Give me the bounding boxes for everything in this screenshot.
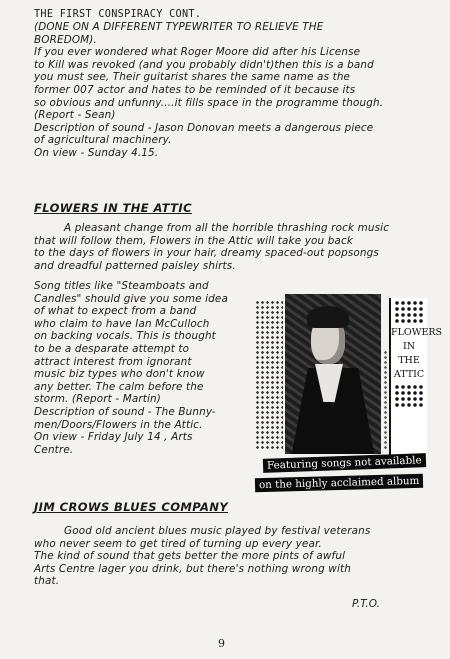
caption-strip: Featuring songs not available xyxy=(263,453,426,473)
text-line: that. xyxy=(34,575,60,588)
flowers-heading: FLOWERS IN THE ATTIC xyxy=(34,201,192,215)
halftone-texture xyxy=(255,300,283,450)
ink-splat xyxy=(394,384,424,408)
flowers-intro xyxy=(34,222,424,272)
page-number: 9 xyxy=(218,637,225,650)
text-line: who never seem to get tired of turning up every year. xyxy=(34,537,322,550)
logo-word: THE xyxy=(398,355,420,366)
band-photo-collage xyxy=(255,290,443,505)
pto-note: P.T.O. xyxy=(352,598,380,610)
logo-word: FLOWERS xyxy=(391,327,443,338)
text-line: On view - Friday July 14 , Arts xyxy=(34,431,193,444)
text-line: former 007 actor and hates to be reminded of it because its xyxy=(34,83,356,96)
text-line: If you ever wondered what Roger Moore did after his License xyxy=(34,46,361,59)
jim-crows-heading: JIM CROWS BLUES COMPANY xyxy=(34,500,229,514)
text-line: and dreadful patterned paisley shirts. xyxy=(34,259,236,272)
text-line: men/Doors/Flowers in the Attic. xyxy=(34,418,203,431)
text-line: you must see, Their guitarist shares the same name as the xyxy=(34,71,351,84)
text-line: Song titles like "Steamboats and xyxy=(34,280,209,292)
text-line: on backing vocals. This is thought xyxy=(34,330,216,343)
text-line: so obvious and unfunny....it fills space in the programme though. xyxy=(34,96,384,109)
text-line: Arts Centre lager you drink, but there's nothing wrong with xyxy=(34,562,351,575)
section-title: THE FIRST CONSPIRACY CONT. xyxy=(34,9,202,20)
text-line: BOREDOM). xyxy=(34,33,97,46)
text-line: On view - Sunday 4.15. xyxy=(34,146,159,159)
text-line: (DONE ON A DIFFERENT TYPEWRITER TO RELIEVE THE xyxy=(34,21,324,33)
jim-crows-text xyxy=(34,525,426,588)
text-line: Candles" should give you some idea xyxy=(34,292,228,305)
text-line: any better. The calm before the xyxy=(34,380,204,393)
text-line: to Kill was revoked (and you probably didn't)then this is a band xyxy=(34,58,374,71)
text-line: to the days of flowers in your hair, dreamy spaced-out popsongs xyxy=(34,247,379,260)
ink-splat xyxy=(394,300,424,324)
text-line: The kind of sound that gets better the more pints of awful xyxy=(34,550,346,563)
text-line: A pleasant change from all the horrible thrashing rock music xyxy=(64,222,390,234)
conspiracy-text xyxy=(34,21,424,160)
text-line: Centre. xyxy=(34,443,74,456)
flowers-body xyxy=(34,280,262,456)
text-line: of agricultural machinery. xyxy=(34,134,172,147)
text-line: storm. (Report - Martin) xyxy=(34,393,161,406)
text-line: attract interest from ignorant xyxy=(34,355,192,368)
text-line: music biz types who don't know xyxy=(34,368,205,381)
text-line: to be a desparate attempt to xyxy=(34,342,190,355)
text-line: of what to expect from a band xyxy=(34,305,197,318)
text-line: Good old ancient blues music played by festival veterans xyxy=(64,525,371,537)
text-line: who claim to have Ian McCulloch xyxy=(34,317,210,330)
text-line: Description of sound - Jason Donovan meets a dangerous piece xyxy=(34,121,374,134)
text-line: Description of sound - The Bunny- xyxy=(34,405,216,418)
logo-word: IN xyxy=(402,341,416,352)
text-line: (Report - Sean) xyxy=(34,109,116,122)
logo-word: ATTIC xyxy=(393,369,425,380)
band-logo xyxy=(389,298,443,456)
band-member-photo xyxy=(285,294,381,454)
caption-strip: on the highly acclaimed album xyxy=(255,474,424,492)
text-line: that will follow them, Flowers in the Attic will take you back xyxy=(34,234,353,247)
